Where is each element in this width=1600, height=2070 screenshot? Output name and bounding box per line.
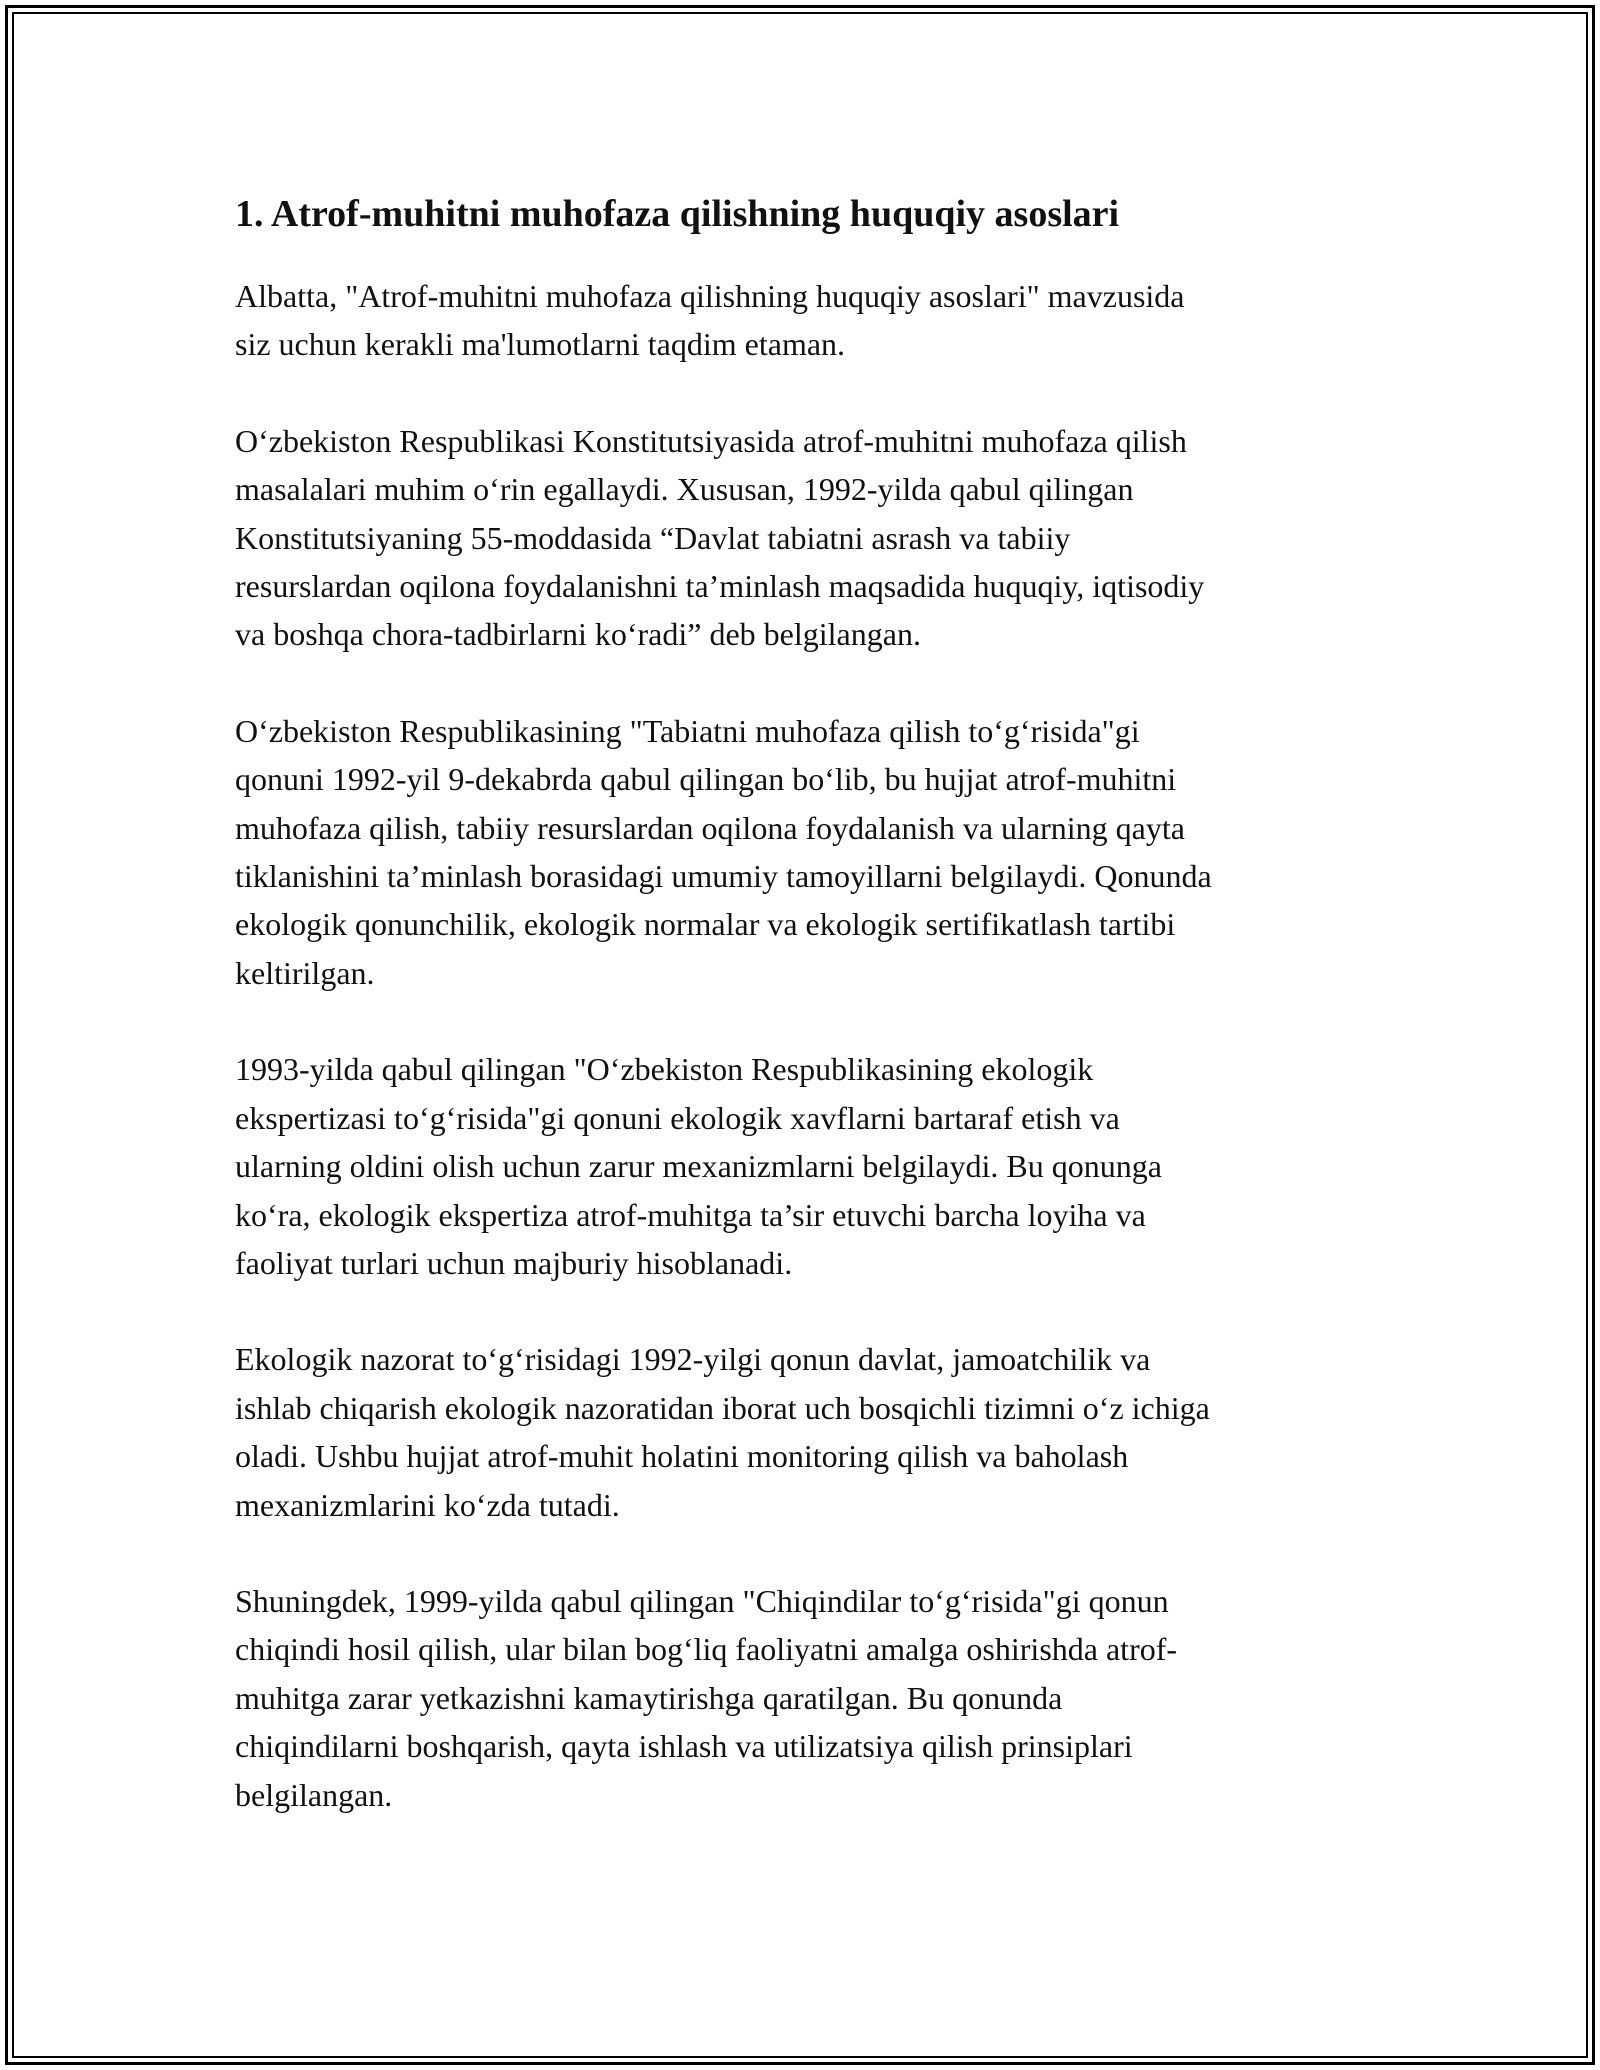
document-title: 1. Atrof-muhitni muhofaza qilishning huquqiy asoslari [235,193,1120,235]
paragraph-ecological-expertise-law: 1993-yilda qabul qilingan "O‘zbekiston Respublikasining ekologik ekspertizasi to‘g‘risida"gi qonuni ekologik xavflarni bartaraf etish va ularning oldini olish uchun zarur mexanizmlarni belgilaydi. Bu qonunga ko‘ra, ekologik ekspertiza atrof-muhitga ta’sir etuvchi barcha loyiha va faoliyat turlari uchun majburiy hisoblanadi. [235,1051,1162,1281]
paragraph-waste-law: Shuningdek, 1999-yilda qabul qilingan "Chiqindilar to‘g‘risida"gi qonun chiqindi hosil qilish, ular bilan bog‘liq faoliyatni amalga oshirishda atrof- muhitga zarar yetkazishni kamaytirishga qaratilgan. Bu qonunda chiqindilarni boshqarish, qayta ishlash va utilizatsiya qilish prinsiplari belgilangan. [235,1582,1178,1813]
document-body [235,186,1365,1867]
paragraph-intro: Albatta, "Atrof-muhitni muhofaza qilishning huquqiy asoslari" mavzusida siz uchun kerakli ma'lumotlarni taqdim etaman. [235,278,1185,363]
paragraph-nature-protection-law: O‘zbekiston Respublikasining "Tabiatni muhofaza qilish to‘g‘risida"gi qonuni 1992-yil 9-dekabrda qabul qilingan bo‘lib, bu hujjat atrof-muhitni muhofaza qilish, tabiiy resurslardan oqilona foydalanish va ularning qayta tiklanishini ta’minlash borasidagi umumiy tamoyillarni belgilaydi. Qonunda ekologik qonunchilik, ekologik normalar va ekologik sertifikatlash tartibi keltirilgan. [235,712,1212,991]
paragraph-ecological-control-law: Ekologik nazorat to‘g‘risidagi 1992-yilgi qonun davlat, jamoatchilik va ishlab chiqarish ekologik nazoratidan iborat uch bosqichli tizimni o‘z ichiga oladi. Ushbu hujjat atrof-muhit holatini monitoring qilish va baholash mexanizmlarini ko‘zda tutadi. [235,1341,1210,1523]
paragraph-constitution: O‘zbekiston Respublikasi Konstitutsiyasida atrof-muhitni muhofaza qilish masalalari muhim o‘rin egallaydi. Xususan, 1992-yilda qabul qilingan Konstitutsiyaning 55-moddasida “Davlat tabiatni asrash va tabiiy resurslardan oqilona foydalanishni ta’minlash maqsadida huquqiy, iqtisodiy va boshqa chora-tadbirlarni ko‘radi” deb belgilangan. [235,422,1205,653]
